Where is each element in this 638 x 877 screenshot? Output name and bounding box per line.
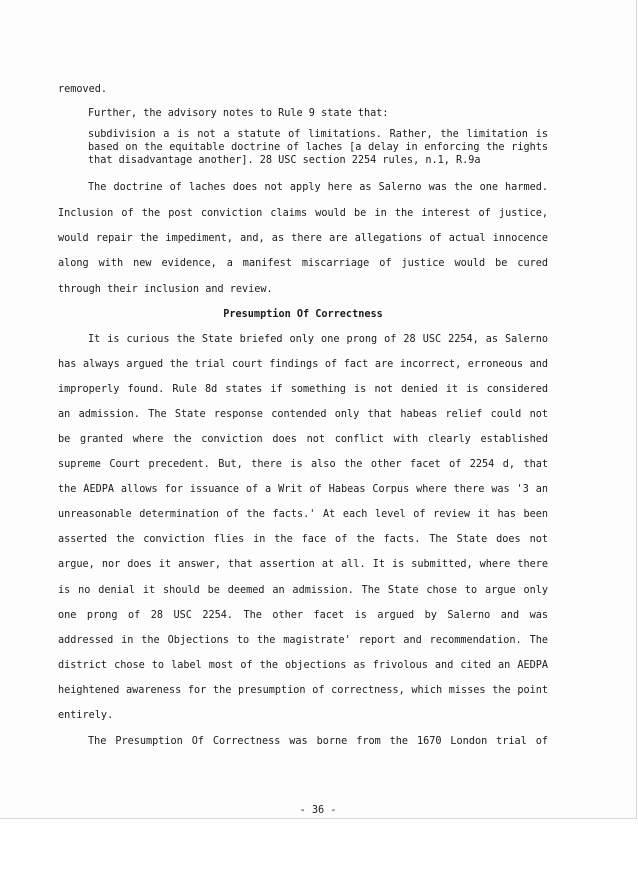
text-line: supreme Court precedent. But, there is also the other facet of 2254 d, that	[58, 459, 548, 470]
section-heading: Presumption Of Correctness	[223, 309, 383, 320]
text-line: asserted the conviction flies in the face of the facts. The State does not	[58, 534, 548, 545]
text-line: heightened awareness for the presumption of correctness, which misses the point	[58, 685, 548, 696]
text-line: the AEDPA allows for issuance of a Writ of Habeas Corpus where there was '3 an	[58, 484, 548, 495]
quote-line: that disadvantage another]. 28 USC section 2254 rules, n.1, R.9a	[88, 155, 481, 166]
quote-line: subdivision a is not a statute of limitations. Rather, the limitation is	[88, 129, 548, 140]
text-line: It is curious the State briefed only one prong of 28 USC 2254, as Salerno	[88, 334, 548, 345]
text-line: through their inclusion and review.	[58, 284, 273, 295]
text-line: The Presumption Of Correctness was borne from the 1670 London trial of	[88, 736, 548, 747]
text-line: removed.	[58, 84, 108, 95]
text-line: Further, the advisory notes to Rule 9 state that:	[88, 108, 389, 119]
text-line: an admission. The State response contended only that habeas relief could not	[58, 409, 548, 420]
page-number: - 36 -	[299, 805, 337, 816]
text-line: Inclusion of the post conviction claims would be in the interest of justice,	[58, 208, 548, 219]
text-line: The doctrine of laches does not apply here as Salerno was the one harmed.	[88, 182, 548, 193]
text-line: one prong of 28 USC 2254. The other facet is argued by Salerno and was	[58, 610, 548, 621]
text-line: addressed in the Objections to the magistrate' report and recommendation. The	[58, 635, 548, 646]
text-line: argue, nor does it answer, that assertion at all. It is submitted, where there	[58, 559, 548, 570]
text-line: is no denial it should be deemed an admission. The State chose to argue only	[58, 585, 548, 596]
text-line: be granted where the conviction does not conflict with clearly established	[58, 434, 548, 445]
text-line: has always argued the trial court findings of fact are incorrect, erroneous and	[58, 359, 548, 370]
text-line: unreasonable determination of the facts.' At each level of review it has been	[58, 509, 548, 520]
text-line: district chose to label most of the objections as frivolous and cited an AEDPA	[58, 660, 548, 671]
text-line: entirely.	[58, 710, 114, 721]
text-line: along with new evidence, a manifest miscarriage of justice would be cured	[58, 258, 548, 269]
text-line: would repair the impediment, and, as there are allegations of actual innocence	[58, 233, 548, 244]
quote-line: based on the equitable doctrine of laches [a delay in enforcing the rights	[88, 142, 548, 153]
text-line: improperly found. Rule 8d states if something is not denied it is considered	[58, 384, 548, 395]
